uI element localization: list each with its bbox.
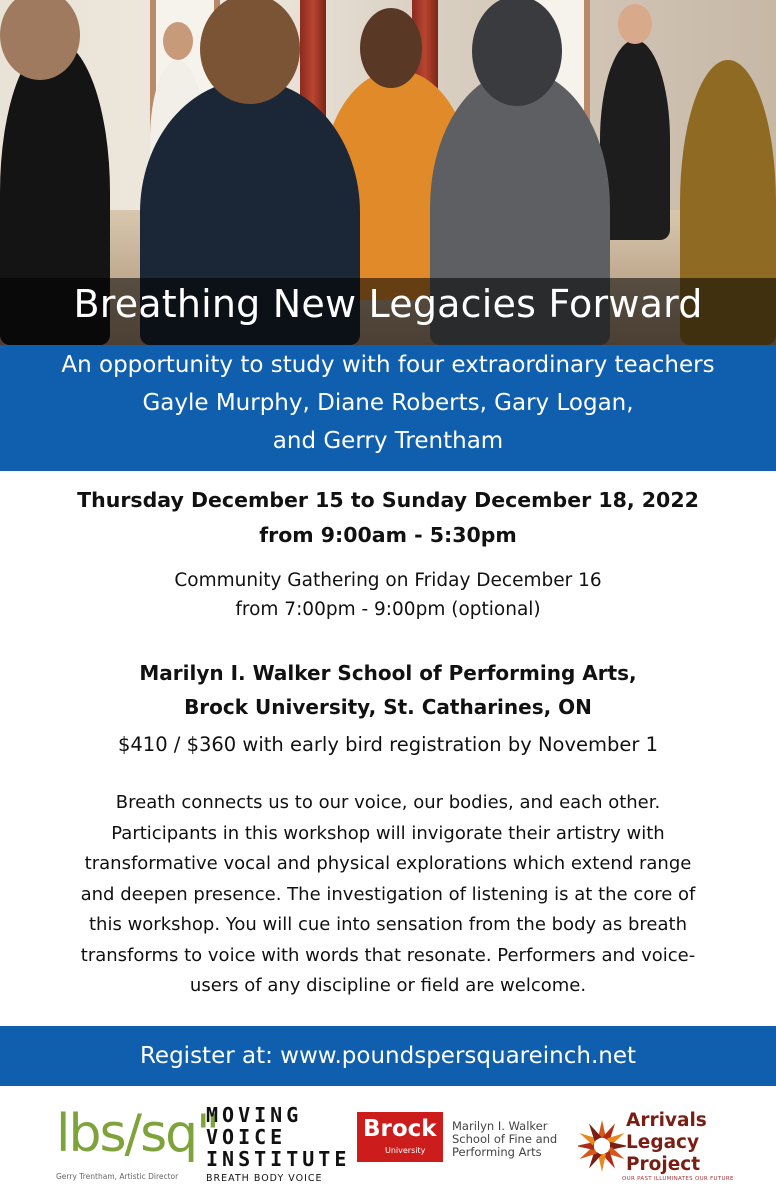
teachers-line: and Gerry Trentham [272, 428, 504, 454]
event-title: Breathing New Legacies Forward [73, 282, 703, 326]
teachers-line: Gayle Murphy, Diane Roberts, Gary Logan, [142, 390, 634, 416]
intro-line: An opportunity to study with four extraordinary teachers [61, 352, 715, 378]
arrivals-legacy-project-logo [578, 1110, 758, 1190]
school-line: Performing Arts [452, 1145, 542, 1159]
person-figure [600, 40, 670, 240]
arrivals-wordmark [626, 1110, 707, 1176]
lbs-sq-logo [24, 1102, 219, 1192]
workshop-description [40, 788, 736, 1002]
mvi-tagline: BREATH BODY VOICE [206, 1173, 323, 1184]
description-line: Breath connects us to our voice, our bodies, and each other. [115, 792, 661, 813]
arrivals-tagline: OUR PAST ILLUMINATES OUR FUTURE [622, 1176, 734, 1182]
register-link[interactable]: Register at: www.poundspersquareinch.net [0, 1026, 776, 1086]
brock-university-logo [357, 1112, 572, 1172]
description-line: users of any discipline or field are welcome. [189, 975, 587, 996]
sunburst-icon [578, 1114, 626, 1178]
teacher-head [360, 8, 422, 88]
brock-wordmark: Brock [363, 1116, 437, 1142]
description-line: transformative vocal and physical explorations which extend range [84, 853, 692, 874]
person-head [618, 4, 652, 44]
venue-name: Marilyn I. Walker School of Performing Arts, [139, 661, 637, 685]
brock-box [357, 1112, 443, 1162]
venue-location: Brock University, St. Catharines, ON [184, 695, 592, 719]
description-line: Participants in this workshop will invigorate their artistry with [111, 822, 665, 844]
sponsor-logos [0, 1096, 776, 1200]
date-range: Thursday December 15 to Sunday December 18, 2022 [77, 488, 699, 512]
description-line: and deepen presence. The investigation of listening is at the core of [80, 883, 696, 905]
intro-band [0, 345, 776, 471]
price: $410 / $360 with early bird registration by November 1 [117, 733, 659, 756]
arrivals-line: Project [626, 1154, 701, 1175]
brock-school-name [452, 1120, 557, 1159]
community-gathering [0, 566, 776, 624]
lbs-sq-subtitle: Gerry Trentham, Artistic Director [56, 1172, 179, 1181]
school-line: School of Fine and [452, 1132, 558, 1146]
gathering-date: Community Gathering on Friday December 16 [174, 570, 602, 591]
lbs-sq-mark: lbs/sq" [56, 1104, 219, 1164]
mvi-line: INSTITUTE [206, 1147, 351, 1171]
person-head [163, 22, 193, 60]
event-dates [0, 483, 776, 553]
moving-voice-institute-logo [206, 1103, 351, 1194]
mvi-line: VOICE [206, 1125, 287, 1149]
arrivals-line: Legacy [626, 1132, 700, 1153]
school-line: Marilyn I. Walker [452, 1119, 548, 1133]
gathering-hours: from 7:00pm - 9:00pm (optional) [235, 599, 541, 620]
mvi-line: MOVING [206, 1103, 303, 1127]
daily-hours: from 9:00am - 5:30pm [259, 523, 517, 547]
brock-university-label: University [385, 1146, 426, 1155]
venue [0, 656, 776, 724]
description-line: this workshop. You will cue into sensation from the body as breath [89, 914, 687, 935]
person-head [472, 0, 562, 106]
description-line: transforms to voice with words that resonate. Performers and voice- [80, 944, 696, 966]
arrivals-line: Arrivals [626, 1110, 707, 1131]
